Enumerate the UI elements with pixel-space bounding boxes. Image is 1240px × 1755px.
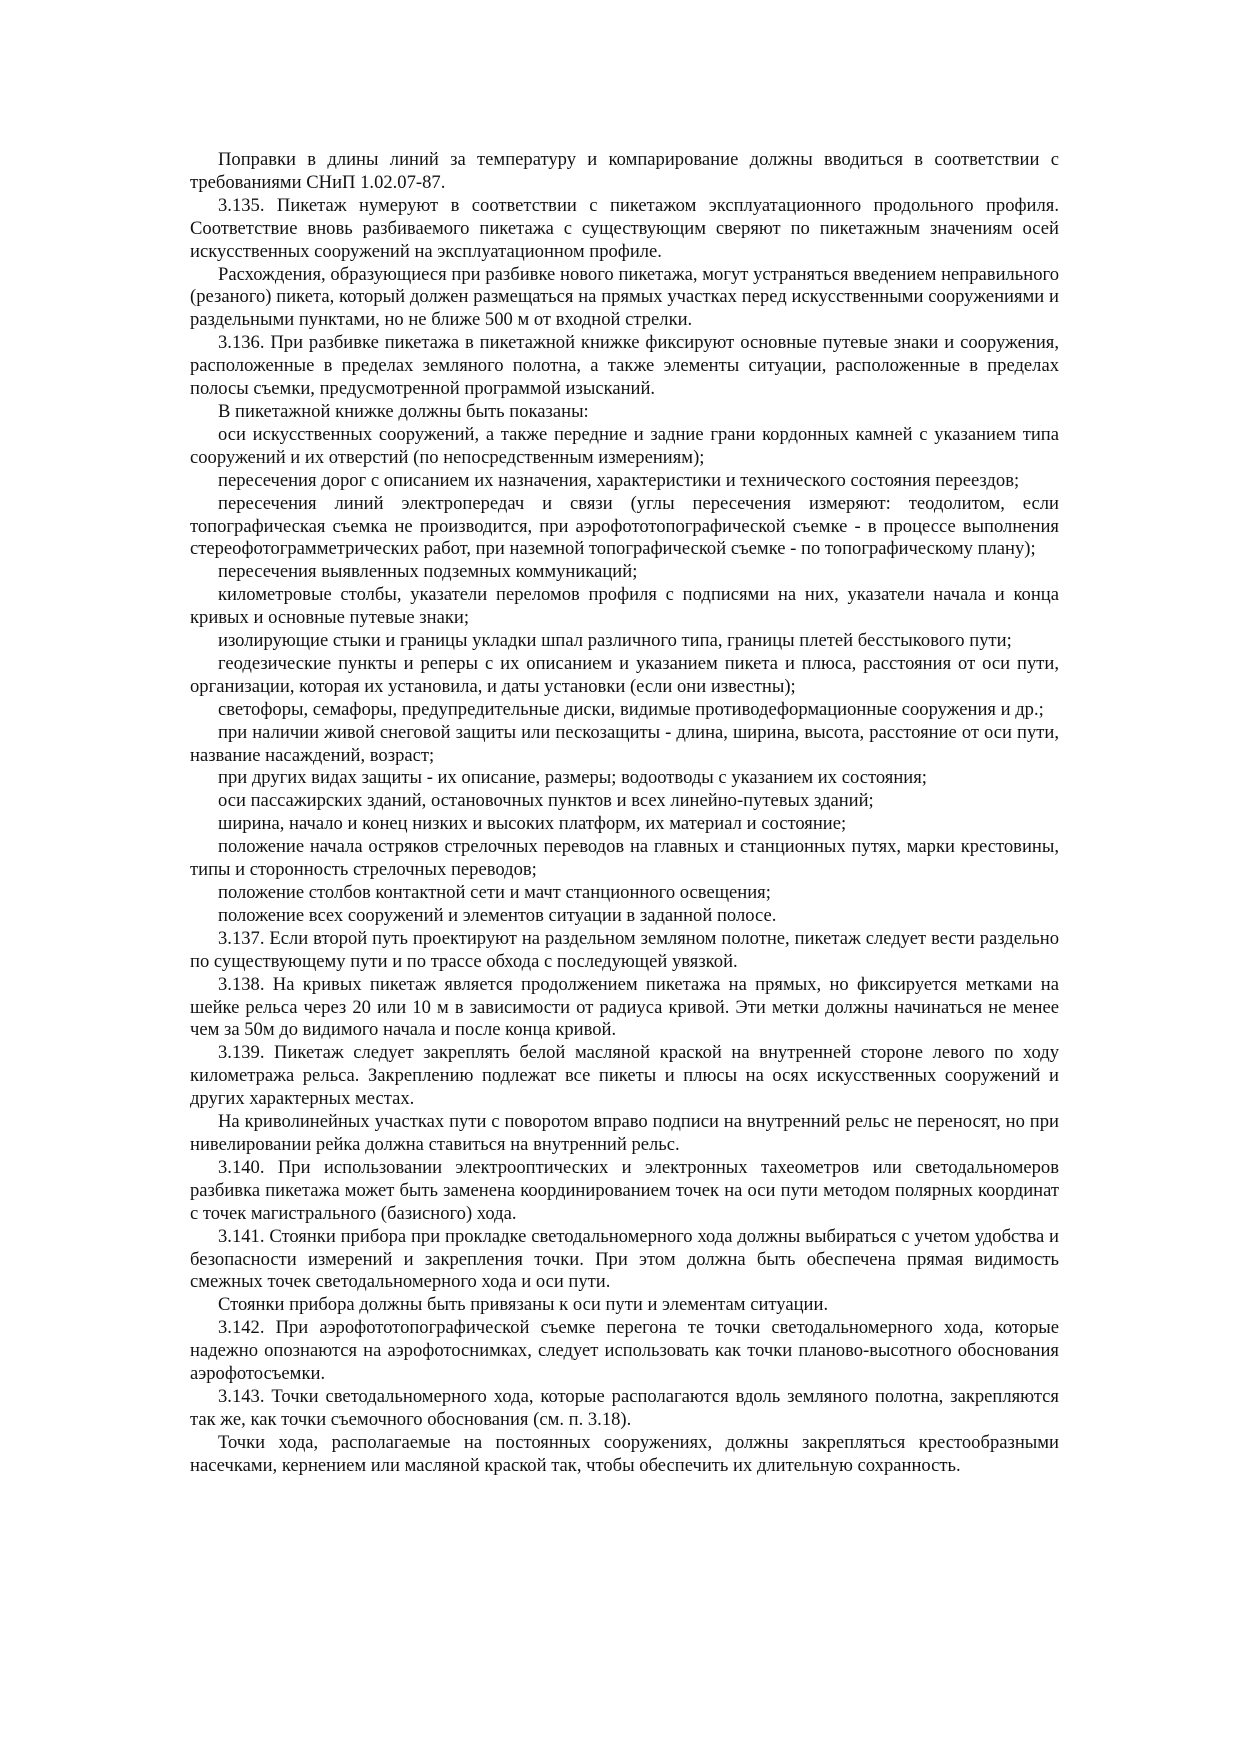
paragraph: Поправки в длины линий за температуру и компарирование должны вводиться в соответствии с требованиями СНиП 1.02.07-87.	[190, 149, 1059, 193]
paragraph: 3.138. На кривых пикетаж является продолжением пикетажа на прямых, но фиксируется метками на шейке рельса через 20 или 10 м в зависимости от радиуса кривой. Эти метки должны начинаться не менее чем за 50м до видимого начала и после конца кривой.	[190, 973, 1059, 1041]
list-item: изолирующие стыки и границы укладки шпал различного типа, границы плетей бесстыкового пути;	[218, 630, 1012, 652]
paragraph: 3.143. Точки светодальномерного хода, которые располагаются вдоль земляного полотна, закрепляются так же, как точки съемочного обоснования (см. п. 3.18).	[190, 1385, 1059, 1430]
list-item: положение начала остряков стрелочных переводов на главных и станционных путях, марки крестовины, типы и сторонность стрелочных переводов;	[190, 836, 1059, 881]
list-item: пересечения выявленных подземных коммуникаций;	[218, 561, 638, 583]
paragraph: Стоянки прибора должны быть привязаны к оси пути и элементам ситуации.	[218, 1294, 829, 1316]
paragraph: 3.136. При разбивке пикетажа в пикетажной книжке фиксируют основные путевые знаки и сооружения, расположенные в пределах земляного полотна, а также элементы ситуации, расположенные в пределах полосы съемки, предусмотренной программой изысканий.	[190, 332, 1059, 400]
paragraph: 3.142. При аэрофототопографической съемке перегона те точки светодальномерного хода, которые надежно опознаются на аэрофотоснимках, следует использовать как точки планово-высотного обоснования аэрофотосъемки.	[190, 1317, 1059, 1385]
list-item: геодезические пункты и реперы с их описанием и указанием пикета и плюса, расстояния от оси пути, организации, которая их установила, и даты установки (если они известны);	[190, 652, 1059, 697]
list-item: положение столбов контактной сети и мачт станционного освещения;	[218, 882, 771, 903]
list-item: оси искусственных сооружений, а также передние и задние грани кордонных камней с указанием типа сооружений и их отверстий (по непосредственным измерениям);	[190, 423, 1059, 468]
paragraph: Расхождения, образующиеся при разбивке нового пикетажа, могут устраняться введением неправильного (резаного) пикета, который должен размещаться на прямых участках перед искусственными сооружениями и раздельными пунктами, но не ближе 500 м от входной стрелки.	[190, 263, 1059, 331]
paragraph: На криволинейных участках пути с поворотом вправо подписи на внутренний рельс не переносят, но при нивелировании рейка должна ставиться на внутренний рельс.	[190, 1111, 1059, 1155]
list-item: ширина, начало и конец низких и высоких платформ, их материал и состояние;	[218, 813, 847, 835]
list-item: при других видах защиты - их описание, размеры; водоотводы с указанием их состояния;	[218, 767, 927, 789]
paragraph: Точки хода, располагаемые на постоянных сооружениях, должны закрепляться крестообразными насечками, кернением или масляной краской так, чтобы обеспечить их длительную сохранность.	[190, 1431, 1059, 1476]
paragraph: 3.139. Пикетаж следует закреплять белой масляной краской на внутренней стороне левого по ходу километража рельса. Закреплению подлежат все пикеты и плюсы на осях искусственных сооружений и других характерных местах.	[190, 1042, 1059, 1110]
paragraph: В пикетажной книжке должны быть показаны:	[218, 400, 589, 422]
list-item: оси пассажирских зданий, остановочных пунктов и всех линейно-путевых зданий;	[218, 790, 874, 812]
document-page	[190, 149, 1059, 1478]
paragraph: 3.141. Стоянки прибора при прокладке светодальномерного хода должны выбираться с учетом удобства и безопасности измерений и закрепления точки. При этом должна быть обеспечена прямая видимость смежных точек светодальномерного хода и оси пути.	[190, 1225, 1059, 1293]
list-item: пересечения линий электропередач и связи (углы пересечения измеряют: теодолитом, если топографическая съемка не производится, при аэрофототопографической съемке - в процессе выполнения стереофотограмметрических работ, при наземной топографической съемке - по топографическому плану);	[190, 492, 1059, 560]
paragraph: 3.137. Если второй путь проектируют на раздельном земляном полотне, пикетаж следует вести раздельно по существующему пути и по трассе обхода с последующей увязкой.	[190, 927, 1059, 972]
list-item: положение всех сооружений и элементов ситуации в заданной полосе.	[218, 904, 777, 926]
list-item: километровые столбы, указатели переломов профиля с подписями на них, указатели начала и конца кривых и основные путевые знаки;	[190, 584, 1059, 629]
paragraph: 3.140. При использовании электрооптических и электронных тахеометров или светодальномеров разбивка пикетажа может быть заменена координированием точек на оси пути методом полярных координат с точек магистрального (базисного) хода.	[190, 1156, 1059, 1224]
list-item: пересечения дорог с описанием их назначения, характеристики и технического состояния переездов;	[218, 469, 1020, 491]
list-item: светофоры, семафоры, предупредительные диски, видимые противодеформационные сооружения и др.;	[218, 698, 1044, 720]
list-item: при наличии живой снеговой защиты или пескозащиты - длина, ширина, высота, расстояние от оси пути, название насаждений, возраст;	[190, 721, 1059, 766]
paragraph: 3.135. Пикетаж нумеруют в соответствии с пикетажом эксплуатационного продольного профиля. Соответствие вновь разбиваемого пикетажа с существующим сверяют по пикетажным значениям осей искусственных сооружений на эксплуатационном профиле.	[190, 194, 1059, 262]
